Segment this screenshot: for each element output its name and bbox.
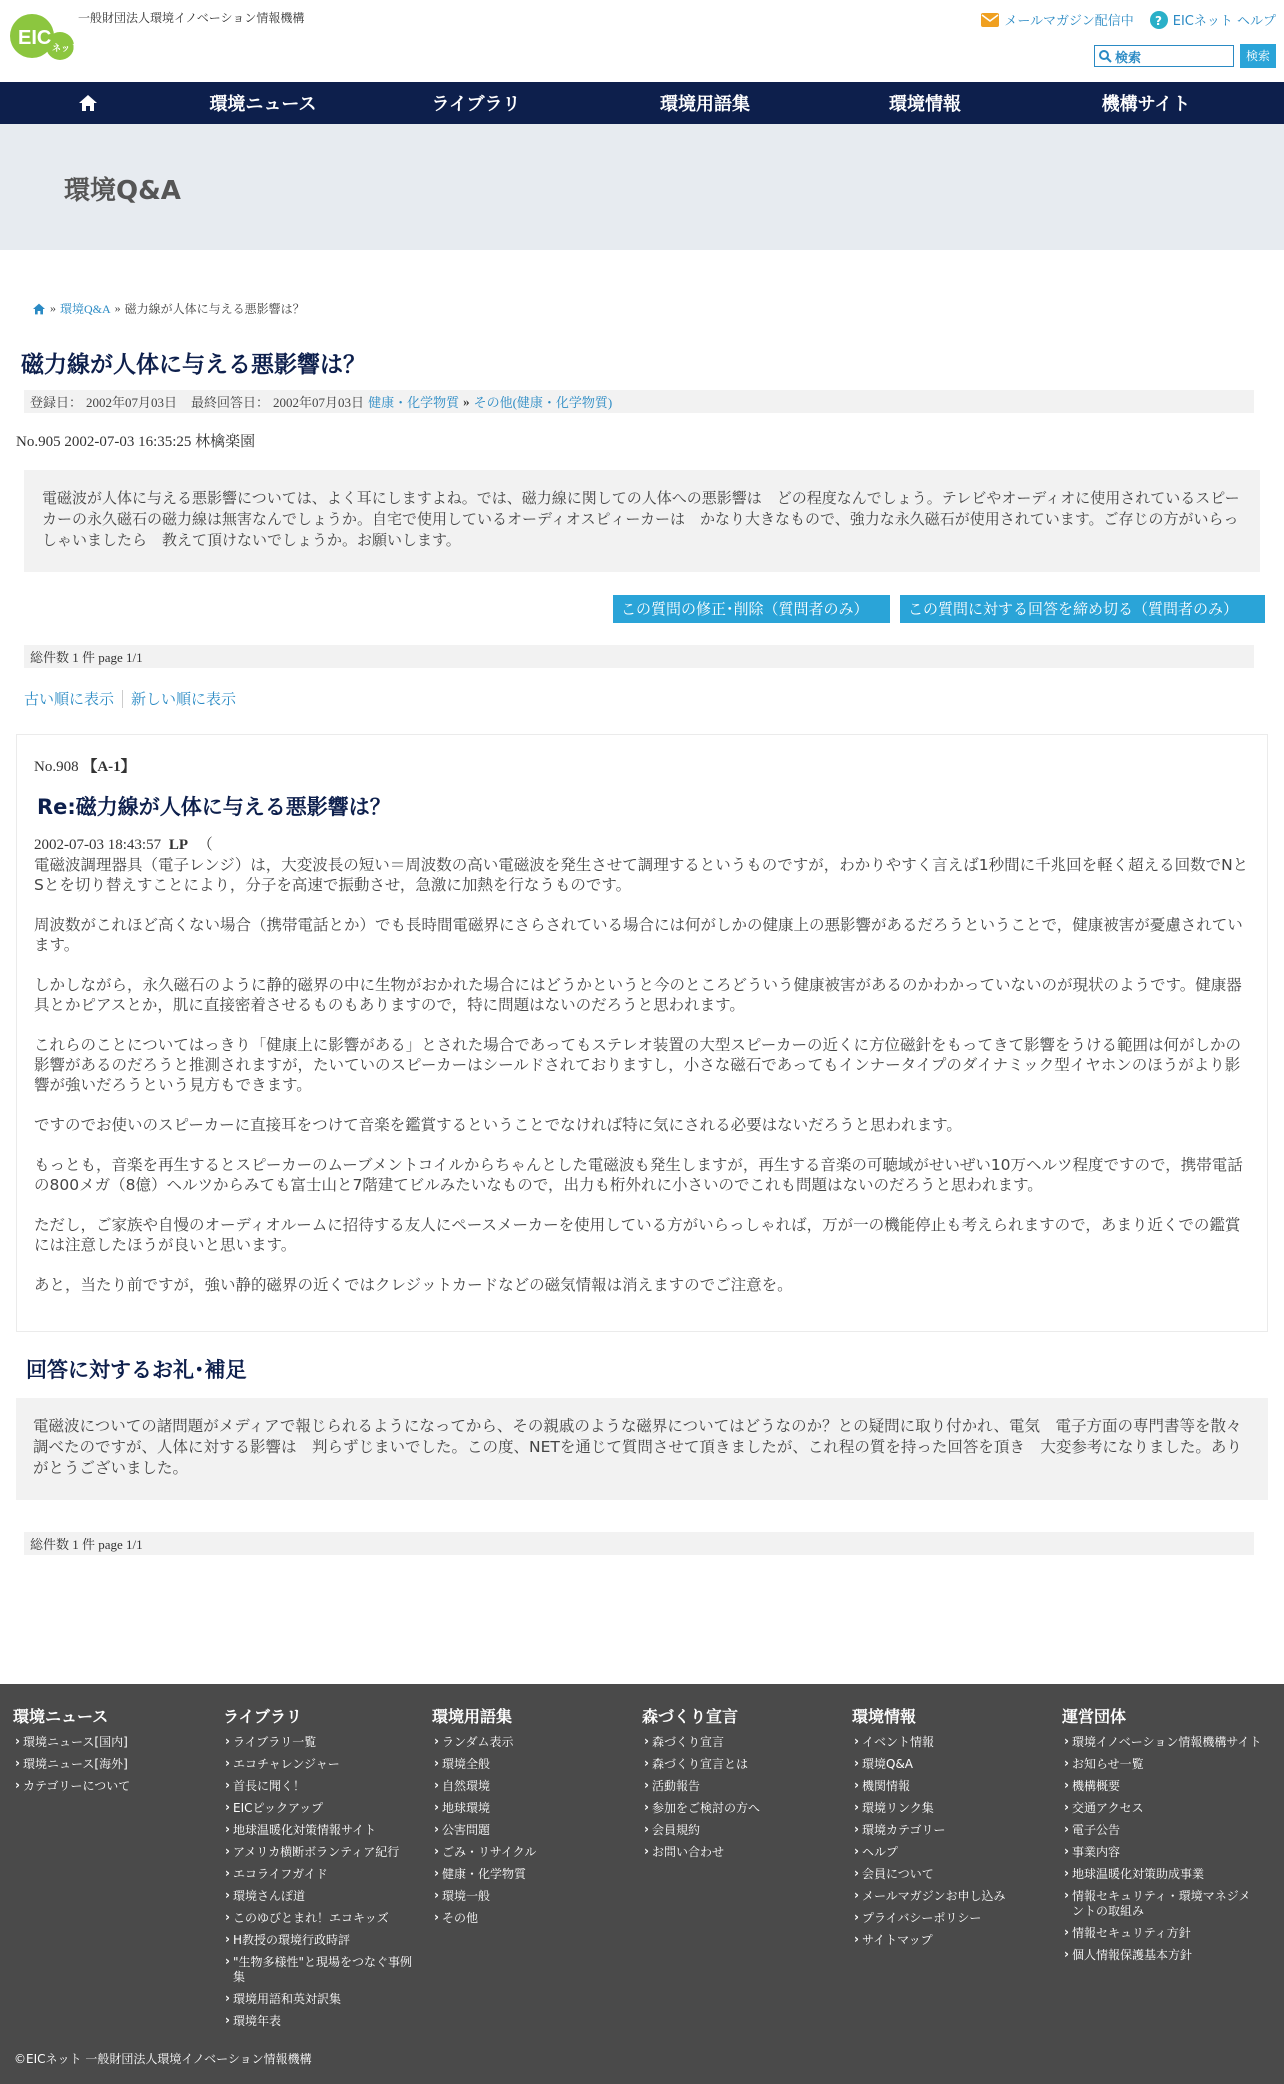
footer-link[interactable]: › イベント情報: [852, 1735, 1052, 1750]
footer-link[interactable]: › 会員規約: [642, 1823, 842, 1838]
answer-card: [16, 734, 1268, 1332]
footer-link[interactable]: › エコチャレンジャー: [223, 1757, 423, 1772]
footer-link[interactable]: › 交通アクセス: [1062, 1801, 1262, 1816]
footer-link[interactable]: › 環境一般: [432, 1889, 632, 1904]
question-meta: [24, 390, 1254, 413]
copyright: ©EICネット 一般財団法人環境イノベーション情報機構: [14, 2052, 312, 2066]
breadcrumb: [32, 300, 305, 317]
answer-author: LP: [168, 837, 188, 853]
page-title: 磁力線が人体に与える悪影響は？: [21, 352, 366, 378]
answer-paragraph: これらのことについてはっきり「健康上に影響がある」とされた場合であってもステレオ装置の大型スピーカーの近くに方位磁針をもってきて影響をうける範囲は何がしかの影響があるのだろうと推測されますが，たいていのスピーカーはシールドされておりますし，小さな磁石であってもインナータイプのダイナミック型イヤホンのほうがより影響が強いだろうという見方もできます。: [34, 1036, 1241, 1094]
nav-home[interactable]: [0, 82, 176, 124]
footer-column-title: 環境ニュース: [13, 1707, 109, 1726]
footer-link[interactable]: › 事業内容: [1062, 1845, 1262, 1860]
home-icon: [78, 94, 98, 112]
footer-link[interactable]: › 個人情報保護基本方針: [1062, 1948, 1262, 1963]
footer-column-title: ライブラリ: [223, 1707, 303, 1726]
footer-link[interactable]: › 情報セキュリティ・環境マネジメントの取組み: [1062, 1889, 1262, 1919]
footer-link[interactable]: › EICピックアップ: [223, 1801, 423, 1816]
footer-link[interactable]: › アメリカ横断ボランティア紀行: [223, 1845, 423, 1860]
help-link[interactable]: [1150, 10, 1276, 29]
footer-column-glossary: [432, 1704, 632, 1933]
footer-link[interactable]: › プライバシーポリシー: [852, 1911, 1052, 1926]
envelope-icon: [981, 13, 999, 27]
site-footer: [0, 1684, 1284, 2084]
answer-paragraph: ですのでお使いのスピーカーに直接耳をつけて音楽を鑑賞するということでなければ特に気にされる必要はないだろうと思われます。: [34, 1116, 962, 1134]
last-answer-label: 最終回答日：: [191, 395, 270, 410]
footer-link[interactable]: › 環境イノベーション情報機構サイト: [1062, 1735, 1262, 1750]
footer-link[interactable]: › ヘルプ: [852, 1845, 1052, 1860]
eic-logo[interactable]: [8, 10, 78, 64]
answer-title: Re:磁力線が人体に与える悪影響は？: [37, 795, 391, 819]
svg-text:?: ?: [1154, 13, 1162, 28]
registered-date: 2002年07月03日: [86, 395, 178, 410]
breadcrumb-separator: »: [50, 301, 56, 315]
site-header: [0, 0, 1284, 82]
footer-column-forest: [642, 1704, 842, 1867]
footer-link[interactable]: › 機構概要: [1062, 1779, 1262, 1794]
question-body: 電磁波が人体に与える悪影響については、よく耳にしますよね。では、磁力線に関しての人体への悪影響は どの程度なんでしょう。テレビやオーディオに使用されているスピーカーの永久磁石の磁力線は無害なんでしょうか。自宅で使用しているオーディオスピィーカーは かなり大きなもので、強力な永久磁石が使用されています。ご存じの方がいらっしゃいましたら 教えて頂けないでしょうか。お願いします。: [24, 470, 1260, 572]
footer-link[interactable]: › "生物多様性"と現場をつなぐ事例集: [223, 1955, 423, 1985]
footer-link[interactable]: › 公害問題: [432, 1823, 632, 1838]
sort-newest-link[interactable]: 新しい順に表示: [131, 690, 237, 708]
footer-link[interactable]: › 森づくり宣言とは: [642, 1757, 842, 1772]
nav-env-info[interactable]: 環境情報: [889, 94, 961, 115]
footer-link[interactable]: › H教授の環境行政時評: [223, 1933, 423, 1948]
question-header: No.905 2002-07-03 16:35:25 林檎楽園: [16, 434, 256, 450]
banner-title: 環境Q&A: [64, 176, 181, 206]
footer-column-title: 運営団体: [1062, 1707, 1127, 1726]
footer-link[interactable]: › 環境年表: [223, 2014, 423, 2029]
footer-link[interactable]: › エコライフガイド: [223, 1867, 423, 1882]
org-name: 一般財団法人環境イノベーション情報機構: [78, 11, 305, 25]
footer-link[interactable]: › 環境ニュース[海外]: [13, 1757, 213, 1772]
footer-link[interactable]: › 環境カテゴリー: [852, 1823, 1052, 1838]
nav-org-site[interactable]: 機構サイト: [1101, 94, 1191, 115]
footer-link[interactable]: › 機関情報: [852, 1779, 1052, 1794]
page-banner: [0, 124, 1284, 250]
footer-column-library: [223, 1704, 423, 2036]
category-link[interactable]: 健康・化学物質: [368, 395, 460, 410]
footer-link[interactable]: › 健康・化学物質: [432, 1867, 632, 1882]
nav-library[interactable]: ライブラリ: [431, 94, 521, 115]
footer-link[interactable]: › 地球温暖化対策助成事業: [1062, 1867, 1262, 1882]
sort-oldest-link[interactable]: 古い順に表示: [24, 690, 115, 708]
close-question-button[interactable]: この質問に対する回答を締め切る（質問者のみ）: [900, 595, 1265, 623]
breadcrumb-current: 磁力線が人体に与える悪影響は？: [124, 302, 305, 316]
answer-paragraph: あと，当たり前ですが，強い静的磁界の近くではクレジットカードなどの磁気情報は消えますのでご注意を。: [34, 1276, 793, 1294]
answer-datetime: 2002-07-03 18:43:57: [34, 837, 162, 853]
footer-link[interactable]: › 地球環境: [432, 1801, 632, 1816]
thanks-heading: 回答に対するお礼･補足: [26, 1358, 247, 1382]
footer-link[interactable]: › ライブラリ一覧: [223, 1735, 423, 1750]
footer-link[interactable]: › このゆびとまれ！エコキッズ: [223, 1911, 423, 1926]
footer-link[interactable]: › 会員について: [852, 1867, 1052, 1882]
footer-column-organization: [1062, 1704, 1262, 1970]
double-chevron-icon: »: [463, 393, 470, 409]
top-links: [981, 10, 1276, 29]
footer-link[interactable]: › 首長に聞く！: [223, 1779, 423, 1794]
footer-link[interactable]: › ごみ・リサイクル: [432, 1845, 632, 1860]
footer-link[interactable]: › その他: [432, 1911, 632, 1926]
answer-paragraph: 周波数がこれほど高くない場合（携帯電話とか）でも長時間電磁界にさらされている場合には何がしかの健康上の悪影響があるだろうということで，健康被害が憂慮されています。: [34, 916, 1243, 954]
breadcrumb-qa-link[interactable]: 環境Q&A: [60, 302, 111, 316]
footer-link[interactable]: › 地球温暖化対策情報サイト: [223, 1823, 423, 1838]
home-icon[interactable]: [32, 303, 46, 315]
answer-paragraph: ただし，ご家族や自慢のオーディオルームに招待する友人にペースメーカーを使用している方がいらっしゃれば，万が一の機能停止も考えられますので，あまり近くでの鑑賞には注意したほうが良いと思います。: [34, 1216, 1241, 1254]
answer-body: [34, 855, 1254, 1315]
answer-paragraph: もっとも，音楽を再生するとスピーカーのムーブメントコイルからちゃんとした電磁波も発生しますが，再生する音楽の可聴域がせいぜい10万ヘルツ程度ですので，携帯電話の800メガ（8億）ヘルツからみても富士山と7階建てビルみたいなもので，出力も桁外れに小さいのでこれも問題はないのだろうと思われます。: [34, 1156, 1243, 1194]
answer-paragraph: 電磁波調理器具（電子レンジ）は，大変波長の短い＝周波数の高い電磁波を発生させて調理するというものですが，わかりやすく言えば1秒間に千兆回を軽く超える回数でNとSとを切り替えすことにより，分子を高速で振動させ，急激に加熱を行なうものです。: [34, 856, 1249, 894]
search-icon: [1099, 50, 1112, 63]
help-link-label: EICネット ヘルプ: [1172, 14, 1276, 29]
edit-question-button[interactable]: この質問の修正･削除（質問者のみ）: [613, 595, 890, 623]
footer-column-title: 環境情報: [852, 1707, 917, 1726]
footer-column-news: [13, 1704, 213, 1801]
footer-link[interactable]: › 環境用語和英対訳集: [223, 1992, 423, 2007]
footer-link[interactable]: › 森づくり宣言: [642, 1735, 842, 1750]
footer-link[interactable]: › 活動報告: [642, 1779, 842, 1794]
footer-column-title: 環境用語集: [432, 1707, 513, 1726]
footer-column-title: 森づくり宣言: [642, 1707, 739, 1726]
sort-divider: [122, 690, 123, 708]
answer-no: No.908: [34, 759, 79, 775]
footer-link[interactable]: › 電子公告: [1062, 1823, 1262, 1838]
footer-column-env-info: [852, 1704, 1052, 1955]
footer-link[interactable]: › 環境Q&A: [852, 1757, 1052, 1772]
footer-link[interactable]: › ランダム表示: [432, 1735, 632, 1750]
footer-link[interactable]: › メールマガジンお申し込み: [852, 1889, 1052, 1904]
newsletter-link[interactable]: [981, 10, 1133, 29]
answer-paragraph: しかしながら，永久磁石のように静的磁界の中に生物がおかれた場合にはどうかというと今のところどういう健康被害があるのかわかっていないのが現状のようです。健康器具とかピアスとか，肌に直接密着させるものもありますので，特に問題はないのだろうと思われます。: [34, 976, 1242, 1014]
footer-link[interactable]: › 情報セキュリティ方針: [1062, 1926, 1262, 1941]
thanks-body: 電磁波についての諸問題がメディアで報じられるようになってから、その親戚のような磁界についてはどうなのか？との疑問に取り付かれ、電気 電子方面の専門書等を散々調べたのですが、人体に対する影響は 判らずじまいでした。この度、NETを通じて質問させて頂きましたが、これ程の質を持った回答を頂き 大変参考になりました。ありがとうございました。: [16, 1398, 1268, 1500]
search-button[interactable]: 検索: [1240, 44, 1276, 68]
nav-glossary[interactable]: 環境用語集: [660, 94, 750, 115]
footer-link[interactable]: › お問い合わせ: [642, 1845, 842, 1860]
search-placeholder: 検索: [1114, 50, 1141, 66]
footer-link[interactable]: › 環境リンク集: [852, 1801, 1052, 1816]
result-count-bottom: 総件数 1 件 page 1/1: [24, 1532, 1254, 1555]
footer-link[interactable]: › お知らせ一覧: [1062, 1757, 1262, 1772]
search-row: [1094, 44, 1276, 68]
footer-link[interactable]: › サイトマップ: [852, 1933, 1052, 1948]
last-answer-date: 2002年07月03日: [273, 395, 365, 410]
nav-news[interactable]: 環境ニュース: [209, 94, 317, 115]
answer-meta: [34, 833, 213, 854]
logo-text: EIC: [18, 27, 52, 49]
registered-label: 登録日：: [30, 395, 83, 410]
subcategory-link[interactable]: その他(健康・化学物質): [473, 395, 613, 410]
logo-sub-text: ネット: [52, 44, 78, 54]
answer-paren: （: [197, 837, 213, 853]
result-count: 総件数 1 件 page 1/1: [24, 645, 1254, 668]
help-icon: [1150, 11, 1168, 29]
footer-link[interactable]: › 環境全般: [432, 1757, 632, 1772]
breadcrumb-separator: »: [114, 301, 121, 315]
footer-link[interactable]: › カテゴリーについて: [13, 1779, 213, 1794]
answer-number: [34, 755, 136, 776]
footer-link[interactable]: › 環境さんぽ道: [223, 1889, 423, 1904]
footer-link[interactable]: › 参加をご検討の方へ: [642, 1801, 842, 1816]
footer-link[interactable]: › 環境ニュース[国内]: [13, 1735, 213, 1750]
footer-link[interactable]: › 自然環境: [432, 1779, 632, 1794]
answer-tag: 【A-1】: [82, 759, 136, 775]
newsletter-link-label: メールマガジン配信中: [1004, 14, 1134, 29]
sort-links: [24, 688, 236, 709]
main-nav: [0, 82, 1284, 124]
search-input[interactable]: [1094, 45, 1234, 67]
